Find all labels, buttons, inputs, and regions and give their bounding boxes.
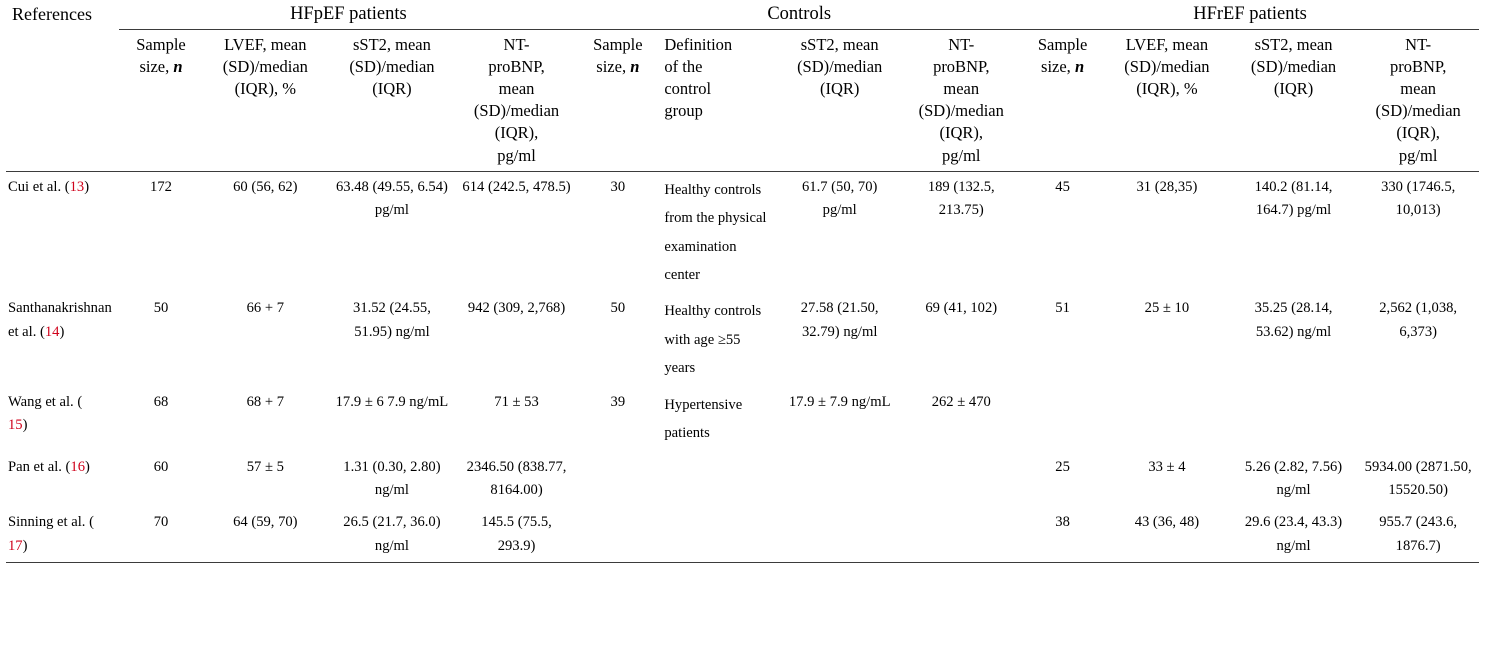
cell-sample-size-hfref: 25 [1055, 458, 1070, 475]
cell-sample-size-hfpef: 68 [153, 393, 169, 410]
cell-sst2-controls [778, 507, 902, 563]
citation-link[interactable]: 16 [70, 458, 86, 475]
cell-sample-size-hfref: 38 [1055, 514, 1070, 531]
col-header-sst2-hfref: sST2, mean (SD)/median (IQR) [1250, 35, 1337, 99]
cell-ntprobnp-hfpef: 145.5 (75.5, 293.9) [481, 514, 552, 554]
cell-lvef-hfref: 33 ± 4 [1148, 458, 1186, 475]
col-header-ntprobnp-hfref: NT- proBNP, mean (SD)/median (IQR), pg/ml [1375, 35, 1461, 165]
cell-sst2-hfpef: 17.9 ± 6 7.9 ng/mL [335, 393, 449, 410]
cell-sample-size-hfref [1021, 387, 1104, 452]
row-reference: Sinning et al. ( 17) [8, 514, 94, 554]
cell-sample-size-controls: 30 [610, 178, 626, 195]
group-header-row [6, 0, 1479, 30]
cell-ntprobnp-hfpef: 942 (309, 2,768) [467, 300, 566, 317]
col-header-sample-size-hfref: Sample size, n [1037, 35, 1088, 77]
cell-control-definition [658, 452, 778, 507]
table-row [6, 171, 1479, 293]
cell-sample-size-hfref: 45 [1055, 178, 1070, 195]
col-header-lvef-hfref: LVEF, mean (SD)/median (IQR), % [1124, 35, 1210, 99]
row-reference: Cui et al. (13) [8, 178, 90, 195]
col-header-references [6, 30, 119, 171]
citation-link[interactable]: 17 [8, 537, 23, 554]
cell-sst2-hfref: 5.26 (2.82, 7.56) ng/ml [1244, 458, 1343, 499]
table-row [6, 507, 1479, 563]
cell-sample-size-controls: 50 [610, 300, 626, 317]
cell-sample-size-hfpef: 50 [153, 300, 169, 317]
cell-ntprobnp-hfpef: 614 (242.5, 478.5) [462, 178, 571, 195]
cell-sample-size-controls: 39 [610, 393, 626, 410]
cell-sst2-hfpef: 31.52 (24.55, 51.95) ng/ml [353, 300, 431, 341]
cell-sample-size-hfpef: 60 [153, 458, 169, 475]
cell-sst2-hfref: 29.6 (23.4, 43.3) ng/ml [1244, 514, 1343, 554]
cell-sst2-hfref: 35.25 (28.14, 53.62) ng/ml [1254, 300, 1333, 341]
row-reference: Pan et al. (16) [8, 458, 90, 475]
cell-sst2-controls [778, 452, 902, 507]
cell-ntprobnp-hfref: 955.7 (243.6, 1876.7) [1379, 514, 1458, 554]
col-header-sample-size-controls: Sample size, n [593, 35, 643, 77]
cell-control-definition: Healthy controls with age ≥55 years [664, 303, 762, 377]
cell-sst2-controls: 17.9 ± 7.9 ng/mL [788, 393, 891, 410]
row-reference: Santhanakrishnan et al. (14) [8, 300, 112, 341]
cell-ntprobnp-hfref: 5934.00 (2871.50, 15520.50) [1364, 458, 1472, 499]
col-header-ntprobnp-hfpef: NT- proBNP, mean (SD)/median (IQR), pg/ml [473, 35, 560, 165]
cell-ntprobnp-controls [901, 452, 1021, 507]
column-group-controls: Controls [577, 0, 1021, 30]
cell-sst2-hfpef: 63.48 (49.55, 6.54) pg/ml [335, 178, 448, 219]
cell-ntprobnp-controls [901, 507, 1021, 563]
citation-link[interactable]: 14 [44, 324, 60, 341]
table-row [6, 452, 1479, 507]
cell-sample-size-controls [577, 452, 658, 507]
col-header-lvef-hfpef: LVEF, mean (SD)/median (IQR), % [222, 35, 308, 99]
cell-lvef-hfpef: 57 ± 5 [246, 458, 284, 475]
cell-ntprobnp-controls: 189 (132.5, 213.75) [927, 178, 995, 219]
cell-ntprobnp-hfpef: 2346.50 (838.77, 8164.00) [466, 458, 567, 499]
col-header-sst2-controls: sST2, mean (SD)/median (IQR) [797, 35, 883, 99]
cell-sst2-hfpef: 1.31 (0.30, 2.80) ng/ml [343, 458, 441, 499]
cell-ntprobnp-controls: 69 (41, 102) [925, 300, 998, 317]
cell-sample-size-controls [577, 507, 658, 563]
col-header-control-definition: Definition of the control group [664, 35, 733, 121]
citation-link[interactable]: 15 [8, 417, 23, 434]
cell-sst2-controls: 61.7 (50, 70) pg/ml [801, 178, 878, 219]
cell-lvef-hfref: 25 ± 10 [1144, 300, 1190, 317]
cell-sst2-hfref [1230, 387, 1358, 452]
cell-lvef-hfref: 43 (36, 48) [1134, 514, 1200, 531]
citation-link[interactable]: 13 [69, 178, 85, 195]
cell-control-definition [658, 507, 778, 563]
table-head [6, 0, 1479, 171]
cell-sst2-controls: 27.58 (21.50, 32.79) ng/ml [800, 300, 879, 341]
cell-sst2-hfpef: 26.5 (21.7, 36.0) ng/ml [343, 514, 441, 554]
row-reference: Wang et al. ( 15) [8, 393, 83, 434]
column-group-hfpef: HFpEF patients [119, 0, 577, 30]
cell-ntprobnp-hfref: 2,562 (1,038, 6,373) [1379, 300, 1458, 341]
cell-lvef-hfpef: 68 + 7 [246, 393, 285, 410]
footer-rule [6, 563, 1479, 564]
cell-ntprobnp-hfpef: 71 ± 53 [494, 393, 539, 410]
col-header-sst2-hfpef: sST2, mean (SD)/median (IQR) [349, 35, 435, 99]
footer-rule-row [6, 563, 1479, 564]
column-header-row [6, 30, 1479, 171]
cell-lvef-hfpef: 60 (56, 62) [233, 178, 298, 195]
cell-sample-size-hfpef: 172 [150, 178, 172, 195]
cell-control-definition: Hypertensive patients [664, 396, 743, 442]
cell-sample-size-hfpef: 70 [153, 514, 169, 531]
table-row [6, 293, 1479, 386]
cell-lvef-hfref [1104, 387, 1230, 452]
column-group-hfref: HFrEF patients [1021, 0, 1479, 30]
col-header-sample-size-hfpef: Sample size, n [136, 35, 186, 77]
table-row [6, 387, 1479, 452]
table-body [6, 171, 1479, 563]
column-group-references: References [12, 4, 92, 24]
cell-control-definition: Healthy controls from the physical examination center [664, 181, 767, 284]
col-header-ntprobnp-controls: NT- proBNP, mean (SD)/median (IQR), pg/ml [918, 35, 1004, 165]
cell-sample-size-hfref: 51 [1055, 300, 1070, 317]
cell-ntprobnp-hfref [1357, 387, 1479, 452]
cell-lvef-hfref: 31 (28,35) [1136, 178, 1198, 195]
cell-ntprobnp-controls: 262 ± 470 [931, 393, 991, 410]
study-comparison-table [6, 0, 1479, 563]
cell-ntprobnp-hfref: 330 (1746.5, 10,013) [1381, 178, 1456, 219]
cell-lvef-hfpef: 64 (59, 70) [233, 514, 298, 531]
cell-lvef-hfpef: 66 + 7 [246, 300, 285, 317]
cell-sst2-hfref: 140.2 (81.14, 164.7) pg/ml [1254, 178, 1333, 219]
